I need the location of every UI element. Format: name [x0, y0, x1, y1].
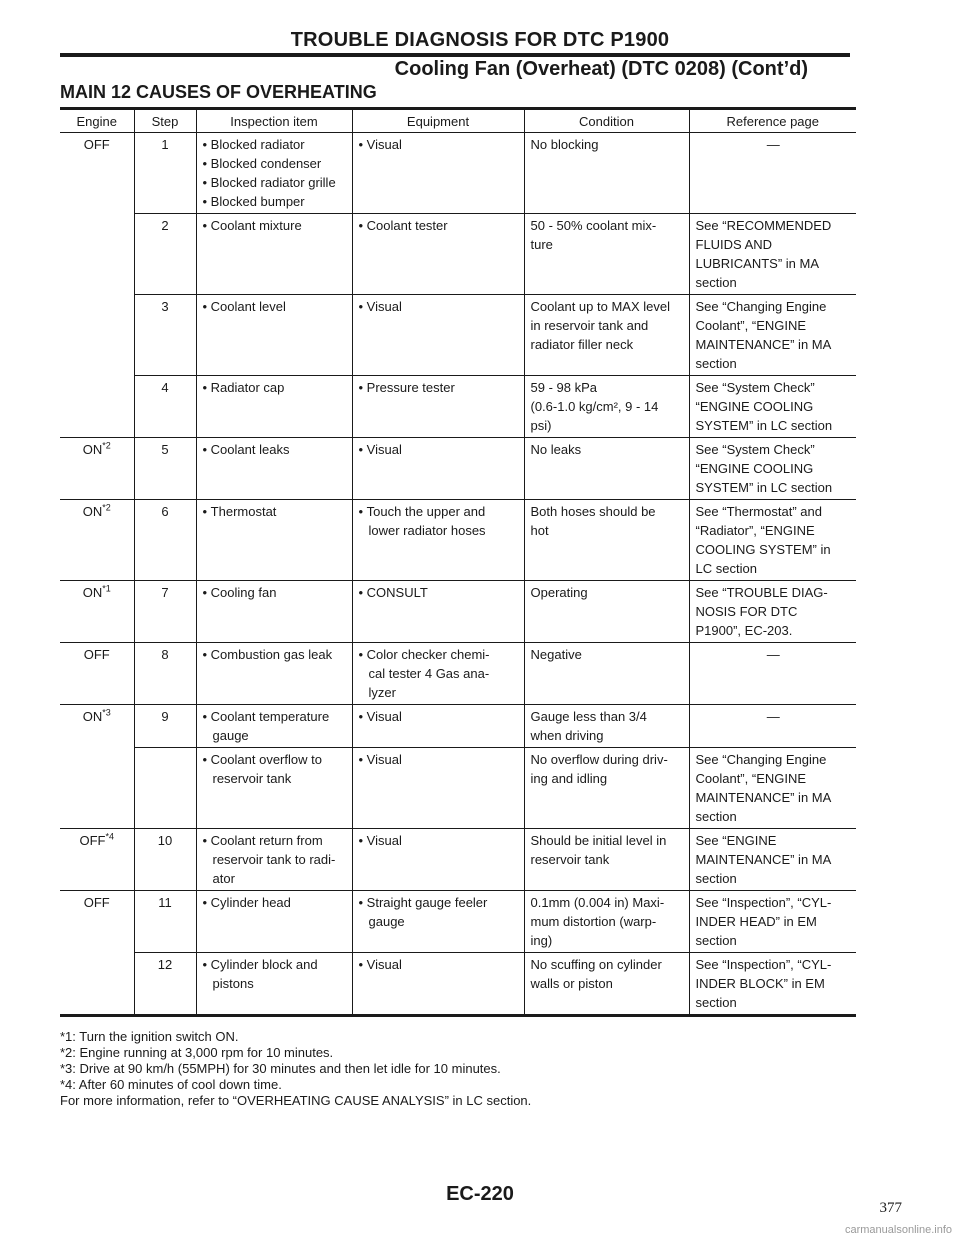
table-row [60, 133, 856, 214]
reference-page-cell: — [689, 133, 856, 214]
table-row [60, 953, 856, 1016]
condition-cell: Operating [524, 581, 689, 643]
engine-cell: OFF [60, 891, 134, 953]
step-cell: 7 [134, 581, 196, 643]
page-header-subtitle: Cooling Fan (Overheat) (DTC 0208) (Cont’d) [394, 58, 808, 80]
column-header: Engine [60, 109, 134, 133]
footnote: *4: After 60 minutes of cool down time. [60, 1077, 282, 1092]
inspection-item-cell: • Coolant level [196, 295, 352, 376]
condition-cell: No scuffing on cylinder walls or piston [524, 953, 689, 1016]
footnote-marker: *1 [102, 583, 111, 594]
equipment-cell: • Straight gauge feeler gauge [352, 891, 524, 953]
condition-cell: Both hoses should be hot [524, 500, 689, 581]
table-row [60, 581, 856, 643]
reference-page-cell: — [689, 705, 856, 748]
inspection-item-cell: • Coolant temperature gauge [196, 705, 352, 748]
engine-cell [60, 214, 134, 295]
column-header: Reference page [689, 109, 856, 133]
page-number: 377 [879, 1200, 902, 1216]
reference-page-cell: See “TROUBLE DIAG- NOSIS FOR DTC P1900”, EC-203. [689, 581, 856, 643]
column-header: Step [134, 109, 196, 133]
equipment-cell: • Visual [352, 133, 524, 214]
footnotes [60, 1029, 531, 1109]
step-cell: 10 [134, 829, 196, 891]
table-row [60, 891, 856, 953]
table-body [60, 133, 856, 1016]
section-title: MAIN 12 CAUSES OF OVERHEATING [60, 82, 377, 102]
equipment-cell: • Visual [352, 953, 524, 1016]
engine-cell: ON$^{*3}$ [60, 705, 134, 748]
step-cell: 3 [134, 295, 196, 376]
equipment-cell: • CONSULT [352, 581, 524, 643]
equipment-cell: • Visual [352, 438, 524, 500]
table-row [60, 748, 856, 829]
equipment-cell: • Touch the upper and lower radiator hoses [352, 500, 524, 581]
inspection-item-cell: • Coolant leaks [196, 438, 352, 500]
reference-page-cell: See “Inspection”, “CYL- INDER BLOCK” in EM section [689, 953, 856, 1016]
engine-cell: ON$^{*2}$ [60, 500, 134, 581]
inspection-item-cell: • Blocked radiator • Blocked condenser • Blocked radiator grille • Blocked bumper [196, 133, 352, 214]
table-header-row [60, 109, 856, 133]
table-row [60, 295, 856, 376]
step-cell: 9 [134, 705, 196, 748]
footnote: *2: Engine running at 3,000 rpm for 10 minutes. [60, 1045, 334, 1060]
step-cell: 12 [134, 953, 196, 1016]
page-code: EC-220 [446, 1183, 514, 1205]
condition-cell: No blocking [524, 133, 689, 214]
equipment-cell: • Visual [352, 829, 524, 891]
column-header: Inspection item [196, 109, 352, 133]
inspection-item-cell: • Cooling fan [196, 581, 352, 643]
step-cell: 8 [134, 643, 196, 705]
watermark: carmanualsonline.info [844, 1224, 952, 1236]
table-row [60, 376, 856, 438]
footnote-marker: *2 [102, 440, 111, 451]
inspection-item-cell: • Cylinder block and pistons [196, 953, 352, 1016]
engine-cell: ON$^{*1}$ [60, 581, 134, 643]
engine-cell [60, 295, 134, 376]
reference-page-cell: See “System Check” “ENGINE COOLING SYSTEM” in LC section [689, 438, 856, 500]
reference-page-cell: See “System Check” “ENGINE COOLING SYSTEM” in LC section [689, 376, 856, 438]
column-header: Condition [524, 109, 689, 133]
engine-cell: OFF$^{*4}$ [60, 829, 134, 891]
table-row [60, 214, 856, 295]
condition-cell: No overflow during driv- ing and idling [524, 748, 689, 829]
page-header-title: TROUBLE DIAGNOSIS FOR DTC P1900 [290, 29, 670, 51]
step-cell: 11 [134, 891, 196, 953]
step-cell: 2 [134, 214, 196, 295]
condition-cell: 50 - 50% coolant mix- ture [524, 214, 689, 295]
equipment-cell: • Visual [352, 295, 524, 376]
table-row [60, 500, 856, 581]
equipment-cell: • Visual [352, 705, 524, 748]
overheating-causes-table [60, 107, 856, 1017]
step-cell: 5 [134, 438, 196, 500]
column-header: Equipment [352, 109, 524, 133]
reference-page-cell: See “Changing Engine Coolant”, “ENGINE MAINTENANCE” in MA section [689, 295, 856, 376]
table-row [60, 829, 856, 891]
reference-page-cell: — [689, 643, 856, 705]
footnote-marker: *3 [102, 707, 111, 718]
engine-cell [60, 953, 134, 1016]
condition-cell: Coolant up to MAX level in reservoir tank and radiator filler neck [524, 295, 689, 376]
inspection-item-cell: • Coolant overflow to reservoir tank [196, 748, 352, 829]
condition-cell: Negative [524, 643, 689, 705]
inspection-item-cell: • Coolant return from reservoir tank to radi- ator [196, 829, 352, 891]
footnote: *3: Drive at 90 km/h (55MPH) for 30 minutes and then let idle for 10 minutes. [60, 1061, 501, 1076]
reference-page-cell: See “Inspection”, “CYL- INDER HEAD” in EM section [689, 891, 856, 953]
equipment-cell: • Color checker chemi- cal tester 4 Gas ana- lyzer [352, 643, 524, 705]
condition-cell: 59 - 98 kPa (0.6-1.0 kg/cm², 9 - 14 psi) [524, 376, 689, 438]
condition-cell: Gauge less than 3/4 when driving [524, 705, 689, 748]
table-row [60, 705, 856, 748]
step-cell: 6 [134, 500, 196, 581]
equipment-cell: • Coolant tester [352, 214, 524, 295]
footnote: *1: Turn the ignition switch ON. [60, 1029, 239, 1044]
inspection-item-cell: • Thermostat [196, 500, 352, 581]
header-rule [60, 53, 850, 57]
reference-page-cell: See “RECOMMENDED FLUIDS AND LUBRICANTS” in MA section [689, 214, 856, 295]
inspection-item-cell: • Radiator cap [196, 376, 352, 438]
reference-page-cell: See “Changing Engine Coolant”, “ENGINE MAINTENANCE” in MA section [689, 748, 856, 829]
step-cell [134, 748, 196, 829]
footnote-marker: *4 [105, 831, 114, 842]
engine-cell: OFF [83, 137, 110, 152]
condition-cell: 0.1mm (0.004 in) Maxi- mum distortion (warp- ing) [524, 891, 689, 953]
footnote: For more information, refer to “OVERHEATING CAUSE ANALYSIS” in LC section. [60, 1093, 532, 1108]
condition-cell: Should be initial level in reservoir tank [524, 829, 689, 891]
reference-page-cell: See “ENGINE MAINTENANCE” in MA section [689, 829, 856, 891]
step-cell: 1 [134, 133, 196, 214]
engine-cell: ON$^{*2}$ [60, 438, 134, 500]
engine-cell [60, 748, 134, 829]
inspection-item-cell: • Cylinder head [196, 891, 352, 953]
step-cell: 4 [134, 376, 196, 438]
inspection-item-cell: • Combustion gas leak [196, 643, 352, 705]
engine-cell [60, 376, 134, 438]
engine-cell: OFF [60, 643, 134, 705]
footnote-marker: *2 [102, 502, 111, 513]
table-row [60, 438, 856, 500]
equipment-cell: • Pressure tester [352, 376, 524, 438]
inspection-item-cell: • Coolant mixture [196, 214, 352, 295]
table-row [60, 643, 856, 705]
equipment-cell: • Visual [352, 748, 524, 829]
reference-page-cell: See “Thermostat” and “Radiator”, “ENGINE COOLING SYSTEM” in LC section [689, 500, 856, 581]
condition-cell: No leaks [524, 438, 689, 500]
